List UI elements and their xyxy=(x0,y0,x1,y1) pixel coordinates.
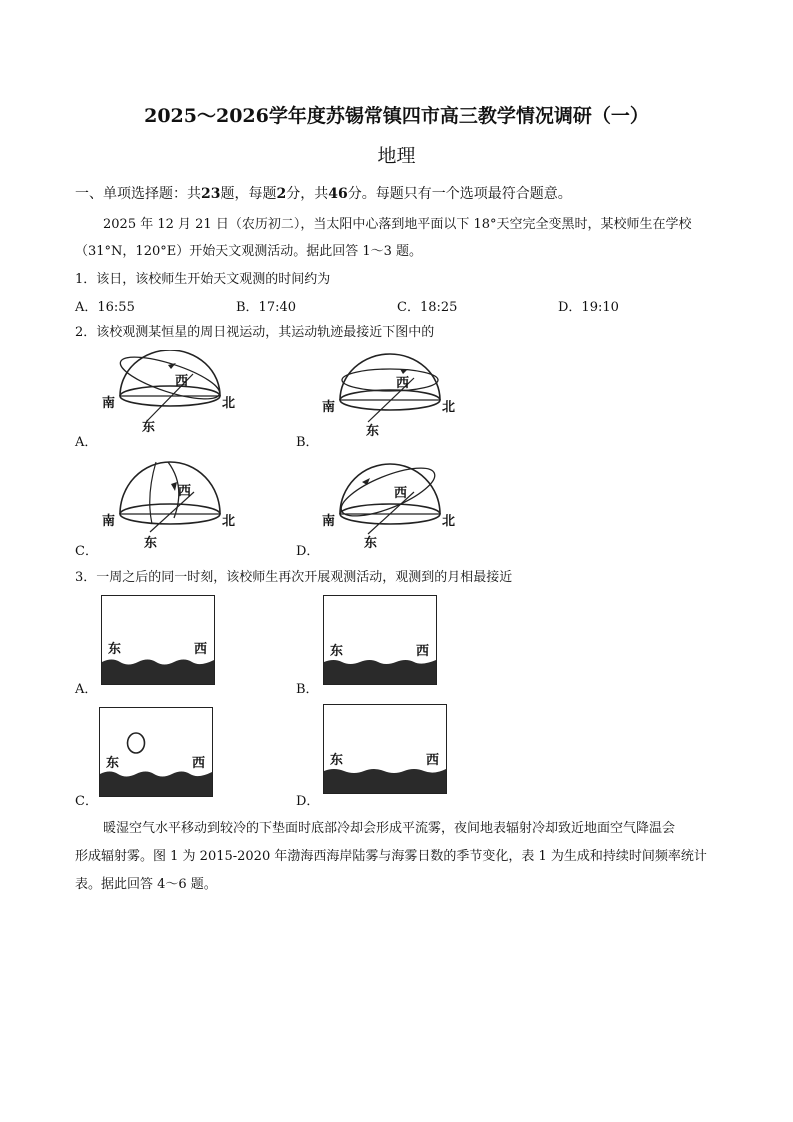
celestial-sphere-d xyxy=(318,456,463,548)
direction-north: 北 xyxy=(442,400,456,415)
direction-west: 西 xyxy=(192,756,206,771)
direction-north: 北 xyxy=(442,514,456,529)
moon-sky-c xyxy=(99,707,213,797)
figure-label-a[interactable]: A． xyxy=(75,682,98,697)
direction-east: 东 xyxy=(364,536,378,551)
direction-east: 东 xyxy=(106,756,120,771)
direction-east: 东 xyxy=(108,642,122,657)
intro-line: 2025 年 12 月 21 日（农历初二），当太阳中心落到地平面以下 18°天空完全变黑时，某校师生在学校 xyxy=(103,217,692,232)
sky-diagram-a xyxy=(98,350,243,440)
sky-diagram-c xyxy=(98,456,243,551)
figure-label-b[interactable]: B． xyxy=(296,435,319,450)
question-stem: 1．该日，该校师生开始天文观测的时间约为 xyxy=(75,272,331,287)
intro-line: 暖湿空气水平移动到较冷的下垫面时底部冷却会形成平流雾，夜间地表辐射冷却致近地面空气降温会 xyxy=(103,821,676,836)
page-title: 2025～2026学年度苏锡常镇四市高三教学情况调研（一） xyxy=(144,105,649,127)
direction-south: 南 xyxy=(102,396,116,411)
direction-west: 西 xyxy=(396,376,410,391)
moon-sky-a xyxy=(101,595,215,685)
direction-west: 西 xyxy=(394,486,408,501)
celestial-sphere-c xyxy=(98,456,243,548)
direction-south: 南 xyxy=(102,514,116,529)
direction-west: 西 xyxy=(175,374,189,389)
moon-sky-b xyxy=(323,595,437,685)
direction-east: 东 xyxy=(142,420,156,435)
direction-north: 北 xyxy=(222,514,236,529)
figure-label-a[interactable]: A． xyxy=(75,435,98,450)
direction-south: 南 xyxy=(322,400,336,415)
moon-icon xyxy=(124,730,148,756)
option-c[interactable]: C．18:25 xyxy=(397,300,458,315)
ground-silhouette xyxy=(102,654,214,684)
option-b[interactable]: B．17:40 xyxy=(236,300,297,315)
figure-label-c[interactable]: C． xyxy=(75,794,98,809)
direction-west: 西 xyxy=(194,642,208,657)
direction-east: 东 xyxy=(144,536,158,551)
direction-west: 西 xyxy=(178,484,192,499)
direction-east: 东 xyxy=(330,644,344,659)
sky-diagram-b xyxy=(318,350,463,440)
option-d[interactable]: D．19:10 xyxy=(558,300,619,315)
ground-silhouette xyxy=(324,656,436,684)
direction-east: 东 xyxy=(366,424,380,439)
celestial-sphere-b xyxy=(318,350,463,440)
intro-line: 形成辐射雾。图 1 为 2015-2020 年渤海西海岸陆雾与海雾日数的季节变化，表 1 为生成和持续时间频率统计 xyxy=(75,849,707,864)
intro-line: 表。据此回答 4～6 题。 xyxy=(75,877,217,892)
sky-diagram-d xyxy=(318,456,463,551)
section-heading: 一、单项选择题：共23题，每题2分，共46分。每题只有一个选项最符合题意。 xyxy=(75,186,572,202)
direction-west: 西 xyxy=(416,644,430,659)
direction-east: 东 xyxy=(330,753,344,768)
moon-sky-d xyxy=(323,704,447,794)
direction-west: 西 xyxy=(426,753,440,768)
question-stem: 2．该校观测某恒星的周日视运动，其运动轨迹最接近下图中的 xyxy=(75,325,435,340)
figure-label-b[interactable]: B． xyxy=(296,682,319,697)
intro-line: （31°N，120°E）开始天文观测活动。据此回答 1～3 题。 xyxy=(75,244,423,259)
direction-north: 北 xyxy=(222,396,236,411)
figure-label-c[interactable]: C． xyxy=(75,544,98,559)
ground-silhouette xyxy=(324,765,446,793)
direction-south: 南 xyxy=(322,514,336,529)
question-stem: 3．一周之后的同一时刻，该校师生再次开展观测活动，观测到的月相最接近 xyxy=(75,570,513,585)
subject-title: 地理 xyxy=(377,145,416,167)
option-a[interactable]: A．16:55 xyxy=(75,300,135,315)
figure-label-d[interactable]: D． xyxy=(296,544,320,559)
figure-label-d[interactable]: D． xyxy=(296,794,320,809)
